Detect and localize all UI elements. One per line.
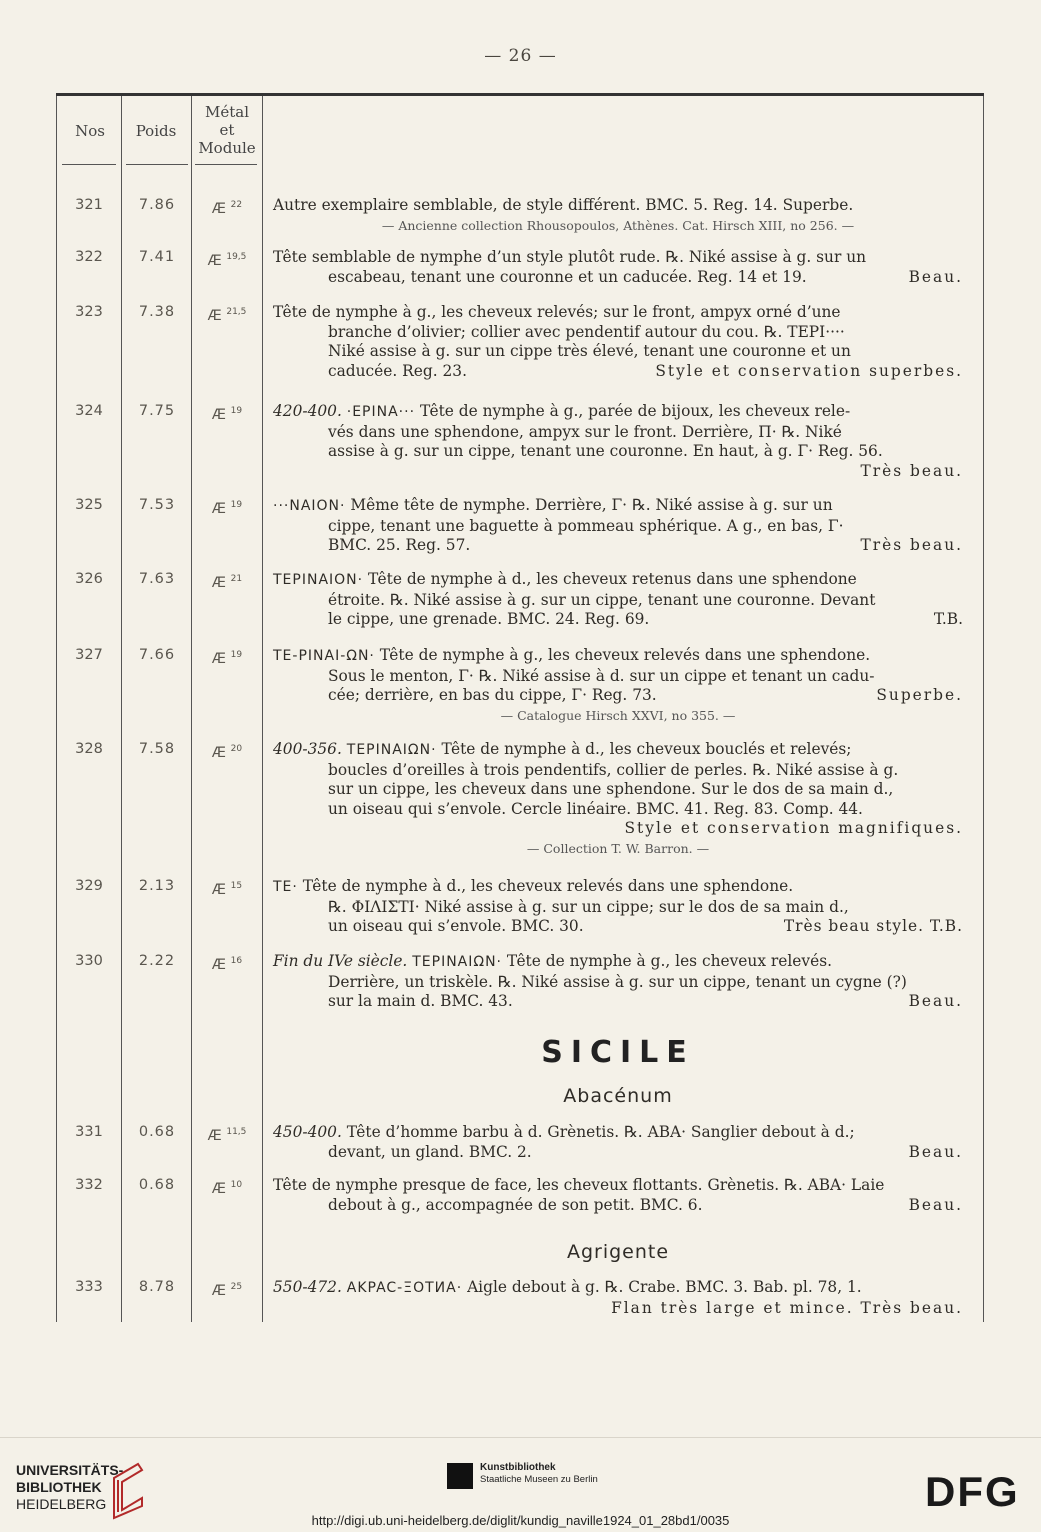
entry-source: — Catalogue Hirsch XXVI, no 355. — — [500, 707, 736, 723]
subsection-title: Agrigente — [566, 1241, 670, 1263]
dfg-logo: DFG — [925, 1468, 1020, 1515]
entry-weight: 7.58 — [138, 741, 176, 757]
entry-description: Fin du IVe siècle. TEPINAIΩN· Tête de nymphe à g., les cheveux relevés. Derrière, un triskèle. ℞. Niké assise à g. sur un cippe, tenant un cygne (?) sur la main d. BMC. 43. Beau. — [273, 952, 963, 1010]
entry-weight: 8.78 — [138, 1279, 176, 1295]
entry-metal: Æ $^{19}$ — [211, 650, 243, 667]
entry-date: 400-356. — [273, 740, 342, 758]
entry-metal: Æ $^{16}$ — [211, 956, 243, 973]
entry-legend: ·EPINA··· — [346, 404, 416, 420]
entry-weight: 2.22 — [138, 953, 176, 969]
entry-source: — Ancienne collection Rhousopoulos, Athènes. Cat. Hirsch XIII, no 256. — — [381, 217, 855, 233]
entry-number: 322 — [75, 249, 103, 265]
entry-description: TEPINAION· Tête de nymphe à d., les cheveux retenus dans une sphendone étroite. ℞. Niké assise à g. sur un cippe, tenant une couronne. Devant le cippe, une grenade. BMC. 24. Reg. 69. T.B. — [273, 570, 963, 628]
entry-legend: TE· — [273, 879, 298, 895]
entry-metal: Æ $^{10}$ — [211, 1180, 243, 1197]
header-metal-2: et — [219, 121, 235, 139]
entry-description: 400-356. TEPINAIΩN· Tête de nymphe à d., les cheveux bouclés et relevés; boucles d’oreilles à trois pendentifs, collier de perles. ℞. Niké assise à g. sur un cippe, les cheveux dans une sphendone. Sur le dos de sa main d., un oiseau qui s’envole. Cercle linéaire. BMC. 41. Reg. 83. Comp. 44. Style et conservation magnifiques. — Collection T. W. Barron. — — [273, 740, 963, 858]
kunstbibliothek-label: Kunstbibliothek Staatliche Museen zu Berlin — [480, 1462, 598, 1485]
entry-description: ···NAION· Même tête de nymphe. Derrière, Γ· ℞. Niké assise à g. sur un cippe, tenant une baguette à pommeau sphérique. A g., en bas, Γ· BMC. 25. Reg. 57. Très beau. — [273, 496, 963, 554]
entry-number: 325 — [75, 497, 103, 513]
entry-grade: Style et conservation magnifiques. — [624, 819, 963, 837]
entry-number: 333 — [75, 1279, 103, 1295]
entry-weight: 7.86 — [138, 197, 176, 213]
column-rule — [262, 96, 263, 1322]
entry-grade: Beau. — [908, 1195, 963, 1214]
entry-description: TE-PINAI-ΩN· Tête de nymphe à g., les cheveux relevés dans une sphendone. Sous le menton, Γ· ℞. Niké assise à d. sur un cippe et tenant un cadu- cée; derrière, en bas du cippe, Γ· Reg. 73. Superbe. — Catalogue Hirsch XXVI, no 355. — — [273, 646, 963, 725]
header-rule — [56, 93, 984, 96]
entry-description: TE· Tête de nymphe à d., les cheveux relevés dans une sphendone. ℞. ΦΙΛΙΣΤΙ· Niké assise à g. sur un cippe; sur le dos de sa main d., un oiseau qui s’envole. BMC. 30. Très beau style. T.B. — [273, 877, 963, 935]
entry-date: 420-400. — [273, 402, 342, 420]
entry-weight: 7.41 — [138, 249, 176, 265]
entry-number: 321 — [75, 197, 103, 213]
column-rule — [983, 96, 984, 1322]
footer-divider — [0, 1437, 1041, 1438]
entry-grade: Très beau. — [860, 461, 963, 480]
entry-weight: 0.68 — [138, 1177, 176, 1193]
entry-grade: Flan très large et mince. Très beau. — [611, 1298, 963, 1317]
entry-description: Tête semblable de nymphe d’un style plutôt rude. ℞. Niké assise à g. sur un escabeau, tenant une couronne et un caducée. Reg. 14 et 19. Beau. — [273, 248, 963, 286]
column-rule — [191, 96, 192, 1322]
entry-metal: Æ $^{19,5}$ — [207, 252, 247, 269]
entry-metal: Æ $^{19}$ — [211, 500, 243, 517]
entry-legend: AKPAC-ΞOTИA· — [346, 1280, 463, 1296]
ub-heidelberg-logo: UNIVERSITÄTS- BIBLIOTHEK HEIDELBERG — [16, 1462, 124, 1512]
entry-metal: Æ $^{25}$ — [211, 1282, 243, 1299]
entry-weight: 2.13 — [138, 878, 176, 894]
entry-legend: TEPINAION· — [273, 572, 364, 588]
entry-number: 332 — [75, 1177, 103, 1193]
header-underline — [126, 164, 188, 165]
entry-number: 327 — [75, 647, 103, 663]
column-rule — [56, 96, 57, 1322]
entry-number: 328 — [75, 741, 103, 757]
entry-grade: T.B. — [933, 610, 963, 628]
header-nos: Nos — [75, 122, 105, 140]
entry-metal: Æ $^{19}$ — [211, 406, 243, 423]
entry-grade: Très beau style. T.B. — [783, 917, 963, 935]
entry-description: Tête de nymphe presque de face, les cheveux flottants. Grènetis. ℞. ABA· Laie debout à g., accompagnée de son petit. BMC. 6. Beau. — [273, 1176, 963, 1214]
entry-grade: Superbe. — [876, 686, 963, 704]
entry-description: 420-400. ·EPINA··· Tête de nymphe à g., parée de bijoux, les cheveux rele- vés dans une sphendone, ampyx sur le front. Derrière, Π· ℞. Niké assise à g. sur un cippe, tenant une couronne. En haut, à g. Γ· Reg. 56. Très beau. — [273, 402, 963, 480]
column-rule — [121, 96, 122, 1322]
header-metal-1: Métal — [204, 103, 249, 121]
kunstbibliothek-logo-icon — [447, 1463, 473, 1489]
entry-description: 550-472. AKPAC-ΞOTИA· Aigle debout à g. ℞. Crabe. BMC. 3. Bab. pl. 78, 1. Flan très large et mince. Très beau. — [273, 1278, 963, 1317]
entry-weight: 0.68 — [138, 1124, 176, 1140]
entry-legend: ···NAION· — [273, 498, 346, 514]
entry-source: — Collection T. W. Barron. — — [526, 840, 710, 856]
entry-number: 323 — [75, 304, 103, 320]
entry-metal: Æ $^{15}$ — [211, 881, 243, 898]
entry-description: Autre exemplaire semblable, de style différent. BMC. 5. Reg. 14. Superbe. — Ancienne collection Rhousopoulos, Athènes. Cat. Hirsch XIII, no 256. — — [273, 196, 963, 235]
entry-description: 450-400. Tête d’homme barbu à d. Grènetis. ℞. ABA· Sanglier debout à d.; devant, un gland. BMC. 2. Beau. — [273, 1123, 963, 1161]
source-url[interactable]: http://digi.ub.uni-heidelberg.de/diglit/kundig_naville1924_01_28bd1/0035 — [311, 1513, 730, 1528]
entry-number: 326 — [75, 571, 103, 587]
entry-weight: 7.53 — [138, 497, 176, 513]
entry-grade: Beau. — [908, 1142, 963, 1161]
entry-legend: TEPINAIΩN· — [412, 954, 503, 970]
entry-weight: 7.38 — [138, 304, 176, 320]
entry-legend: TEPINAIΩN· — [346, 742, 437, 758]
entry-metal: Æ $^{11,5}$ — [207, 1127, 247, 1144]
subsection-title: Abacénum — [563, 1085, 673, 1107]
entry-number: 330 — [75, 953, 103, 969]
entry-number: 329 — [75, 878, 103, 894]
entry-grade: Style et conservation superbes. — [655, 361, 963, 380]
entry-metal: Æ $^{21}$ — [211, 574, 243, 591]
entry-grade: Très beau. — [860, 536, 963, 554]
header-metal — [194, 103, 260, 157]
entry-weight: 7.66 — [138, 647, 176, 663]
header-poids: Poids — [135, 122, 177, 140]
entry-number: 331 — [75, 1124, 103, 1140]
entry-metal: Æ $^{22}$ — [211, 200, 243, 217]
header-underline — [195, 164, 257, 165]
section-title: SICILE — [541, 1035, 695, 1070]
entry-weight: 7.75 — [138, 403, 176, 419]
header-underline — [62, 164, 116, 165]
entry-grade: Beau. — [908, 992, 963, 1010]
page-number: — 26 — — [484, 46, 557, 66]
header-metal-3: Module — [198, 139, 256, 157]
entry-grade: Beau. — [908, 267, 963, 286]
entry-date: 550-472. — [273, 1278, 342, 1296]
entry-number: 324 — [75, 403, 103, 419]
entry-metal: Æ $^{21,5}$ — [207, 307, 247, 324]
ub-mark-icon — [108, 1460, 148, 1520]
entry-weight: 7.63 — [138, 571, 176, 587]
entry-metal: Æ $^{20}$ — [211, 744, 243, 761]
entry-description: Tête de nymphe à g., les cheveux relevés; sur le front, ampyx orné d’une branche d’olivier; collier avec pendentif autour du cou. ℞. TEPI···· Niké assise à g. sur un cippe très élevé, tenant une couronne et un caducée. Reg. 23. Style et conservation superbes. — [273, 303, 963, 380]
entry-date: 450-400. — [273, 1123, 342, 1141]
entry-legend: TE-PINAI-ΩN· — [273, 648, 375, 664]
entry-date: Fin du IVe siècle. — [273, 952, 408, 970]
